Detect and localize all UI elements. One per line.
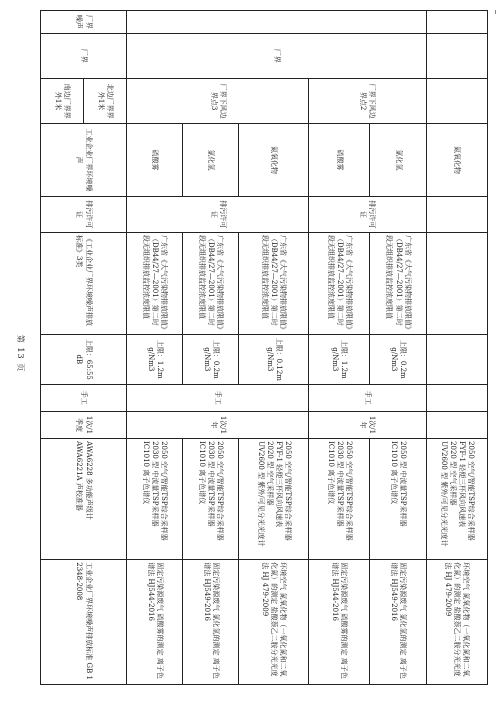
table-row: [84, 11, 127, 685]
corner-mark: [495, 10, 496, 14]
area-cell: 厂界: [41, 33, 127, 78]
freq-cell: [426, 411, 487, 438]
limit-cell: 上限：65:55dB: [41, 334, 127, 384]
limit-cell: [426, 334, 487, 384]
basis-cell: 排污许可证: [309, 196, 427, 232]
subject-cell: 氯化氢: [370, 124, 426, 196]
subject-cell: 硫酸雾: [126, 124, 182, 196]
category-cell: [126, 11, 426, 34]
standard-cell: [426, 232, 487, 334]
subject-cell: 氮氧化物: [426, 124, 487, 196]
basis-cell: [426, 196, 487, 232]
method-cell: 环境空气 氮氧化物（一氧化氮和二氧化氮）的测定 盐酸萘乙二胺分光光度法 HJ 479-2009: [426, 560, 487, 685]
basis-cell: 排污许可证: [126, 196, 308, 232]
freq-cell: 1次/1年: [309, 411, 427, 438]
standard-cell: 广东省《大气污染物排放限值》（DB44/27—2001）第二时段无组织排放监控浓度限值: [370, 232, 426, 334]
subject-cell: 氯化氢: [183, 124, 239, 196]
point-cell: [426, 78, 487, 123]
monitoring-table: [40, 10, 488, 685]
table-row: [426, 11, 487, 685]
subject-cell: 硫酸雾: [309, 124, 370, 196]
standard-cell: 广东省《大气污染物排放限值》（DB44/27—2001）第二时段无组织排放监控浓度限值: [309, 232, 370, 334]
subject-cell: 氮氧化物: [239, 124, 309, 196]
instrument-cell: 2050 空气/智能TSP综合采样器 2030 型 中流量TSP采样器 IC1010 离子色谱仪: [183, 439, 239, 560]
sampling-cell: 手工: [41, 384, 127, 411]
limit-cell: 上限：1.2mg/Nm3: [309, 334, 370, 384]
area-cell: [426, 33, 487, 78]
limit-cell: 上限：0.2mg/Nm3: [370, 334, 426, 384]
limit-cell: 上限：0.12mg/Nm3: [239, 334, 309, 384]
table-row: [370, 11, 426, 685]
point-cell: 南边厂界界外1米: [41, 78, 84, 123]
category-cell: 厂界噪声: [41, 11, 127, 34]
sampling-cell: 手工: [126, 384, 308, 411]
method-cell: 固定污染源废气 硫酸雾的测定 离子色谱法 HJ544-2016: [309, 560, 370, 685]
standard-cell: 广东省《大气污染物排放限值》（DB44/27—2001）第二时段无组织排放监控浓度限值: [126, 232, 182, 334]
sampling-cell: 手工: [309, 384, 427, 411]
point-cell: 北边厂界界外1米: [84, 78, 127, 123]
limit-cell: 上限：1.2mg/Nm3: [126, 334, 182, 384]
method-cell: 固定污染源废气 氯化氢的测定 离子色谱法 HJ549-2016: [370, 560, 426, 685]
basis-cell: 排污许可证: [41, 196, 127, 232]
page-number: 第 13 页: [16, 334, 25, 373]
instrument-cell: 2050 空气/智能TSP综合采样器 FYF-1 轻便三杯风向风速表 2020 型 空气采样器 UV2600 型 紫外/可见分光光度计: [426, 439, 487, 560]
instrument-cell: 2050 空气/智能TSP综合采样器 FYF-1 轻便三杯风向风速表 2020 型 空气采样器 UV2600 型 紫外/可见分光光度计: [239, 439, 309, 560]
instrument-cell: 2050 型 中流量TSP采样器 IC1010 离子色谱仪: [370, 439, 426, 560]
point-cell: 厂界下风边界点2: [309, 78, 427, 123]
freq-cell: 1次/1年: [126, 411, 308, 438]
method-cell: 固定污染源废气 氯化氢的测定 离子色谱法 HJ549-2016: [183, 560, 239, 685]
point-cell: 厂界下风边界点3: [126, 78, 308, 123]
method-cell: 环境空气 氮氧化物（一氧化氮和二氧化氮）的测定 盐酸萘乙二胺分光光度法 HJ 479-2009: [239, 560, 309, 685]
limit-cell: 上限：0.2mg/Nm3: [183, 334, 239, 384]
standard-cell: 广东省《大气污染物排放限值》（DB44/27—2001）第二时段无组织排放监控浓度限值: [183, 232, 239, 334]
standard-cell: 广东省《大气污染物排放限值》（DB44/27—2001）第二时段无组织排放监控浓度限值: [239, 232, 309, 334]
subject-cell: 工业企业厂界环境噪声: [41, 124, 127, 196]
sampling-cell: [426, 384, 487, 411]
instrument-cell: 2050 空气/智能TSP综合采样器 2030 型 中流量TSP采样器 IC1010 离子色谱仪: [126, 439, 182, 560]
area-cell: 厂界: [126, 33, 426, 78]
method-cell: 工业企业厂界环境噪声排放标准 GB 12348-2008: [41, 560, 127, 685]
instrument-cell: 2050 空气/智能TSP综合采样器 2030 型 中流量TSP采样器 IC1010 离子色谱仪: [309, 439, 370, 560]
freq-cell: 1次/1季度: [41, 411, 127, 438]
standard-cell: 《工业企业厂界环境噪声排放标准》3类: [41, 232, 127, 334]
instrument-cell: AWA6228 多功能声级计 AWA6221A 声校准器: [41, 439, 127, 560]
table-row: [239, 11, 309, 685]
method-cell: 固定污染源废气 硫酸雾的测定 离子色谱法 HJ544-2016: [126, 560, 182, 685]
category-cell: [426, 11, 487, 34]
